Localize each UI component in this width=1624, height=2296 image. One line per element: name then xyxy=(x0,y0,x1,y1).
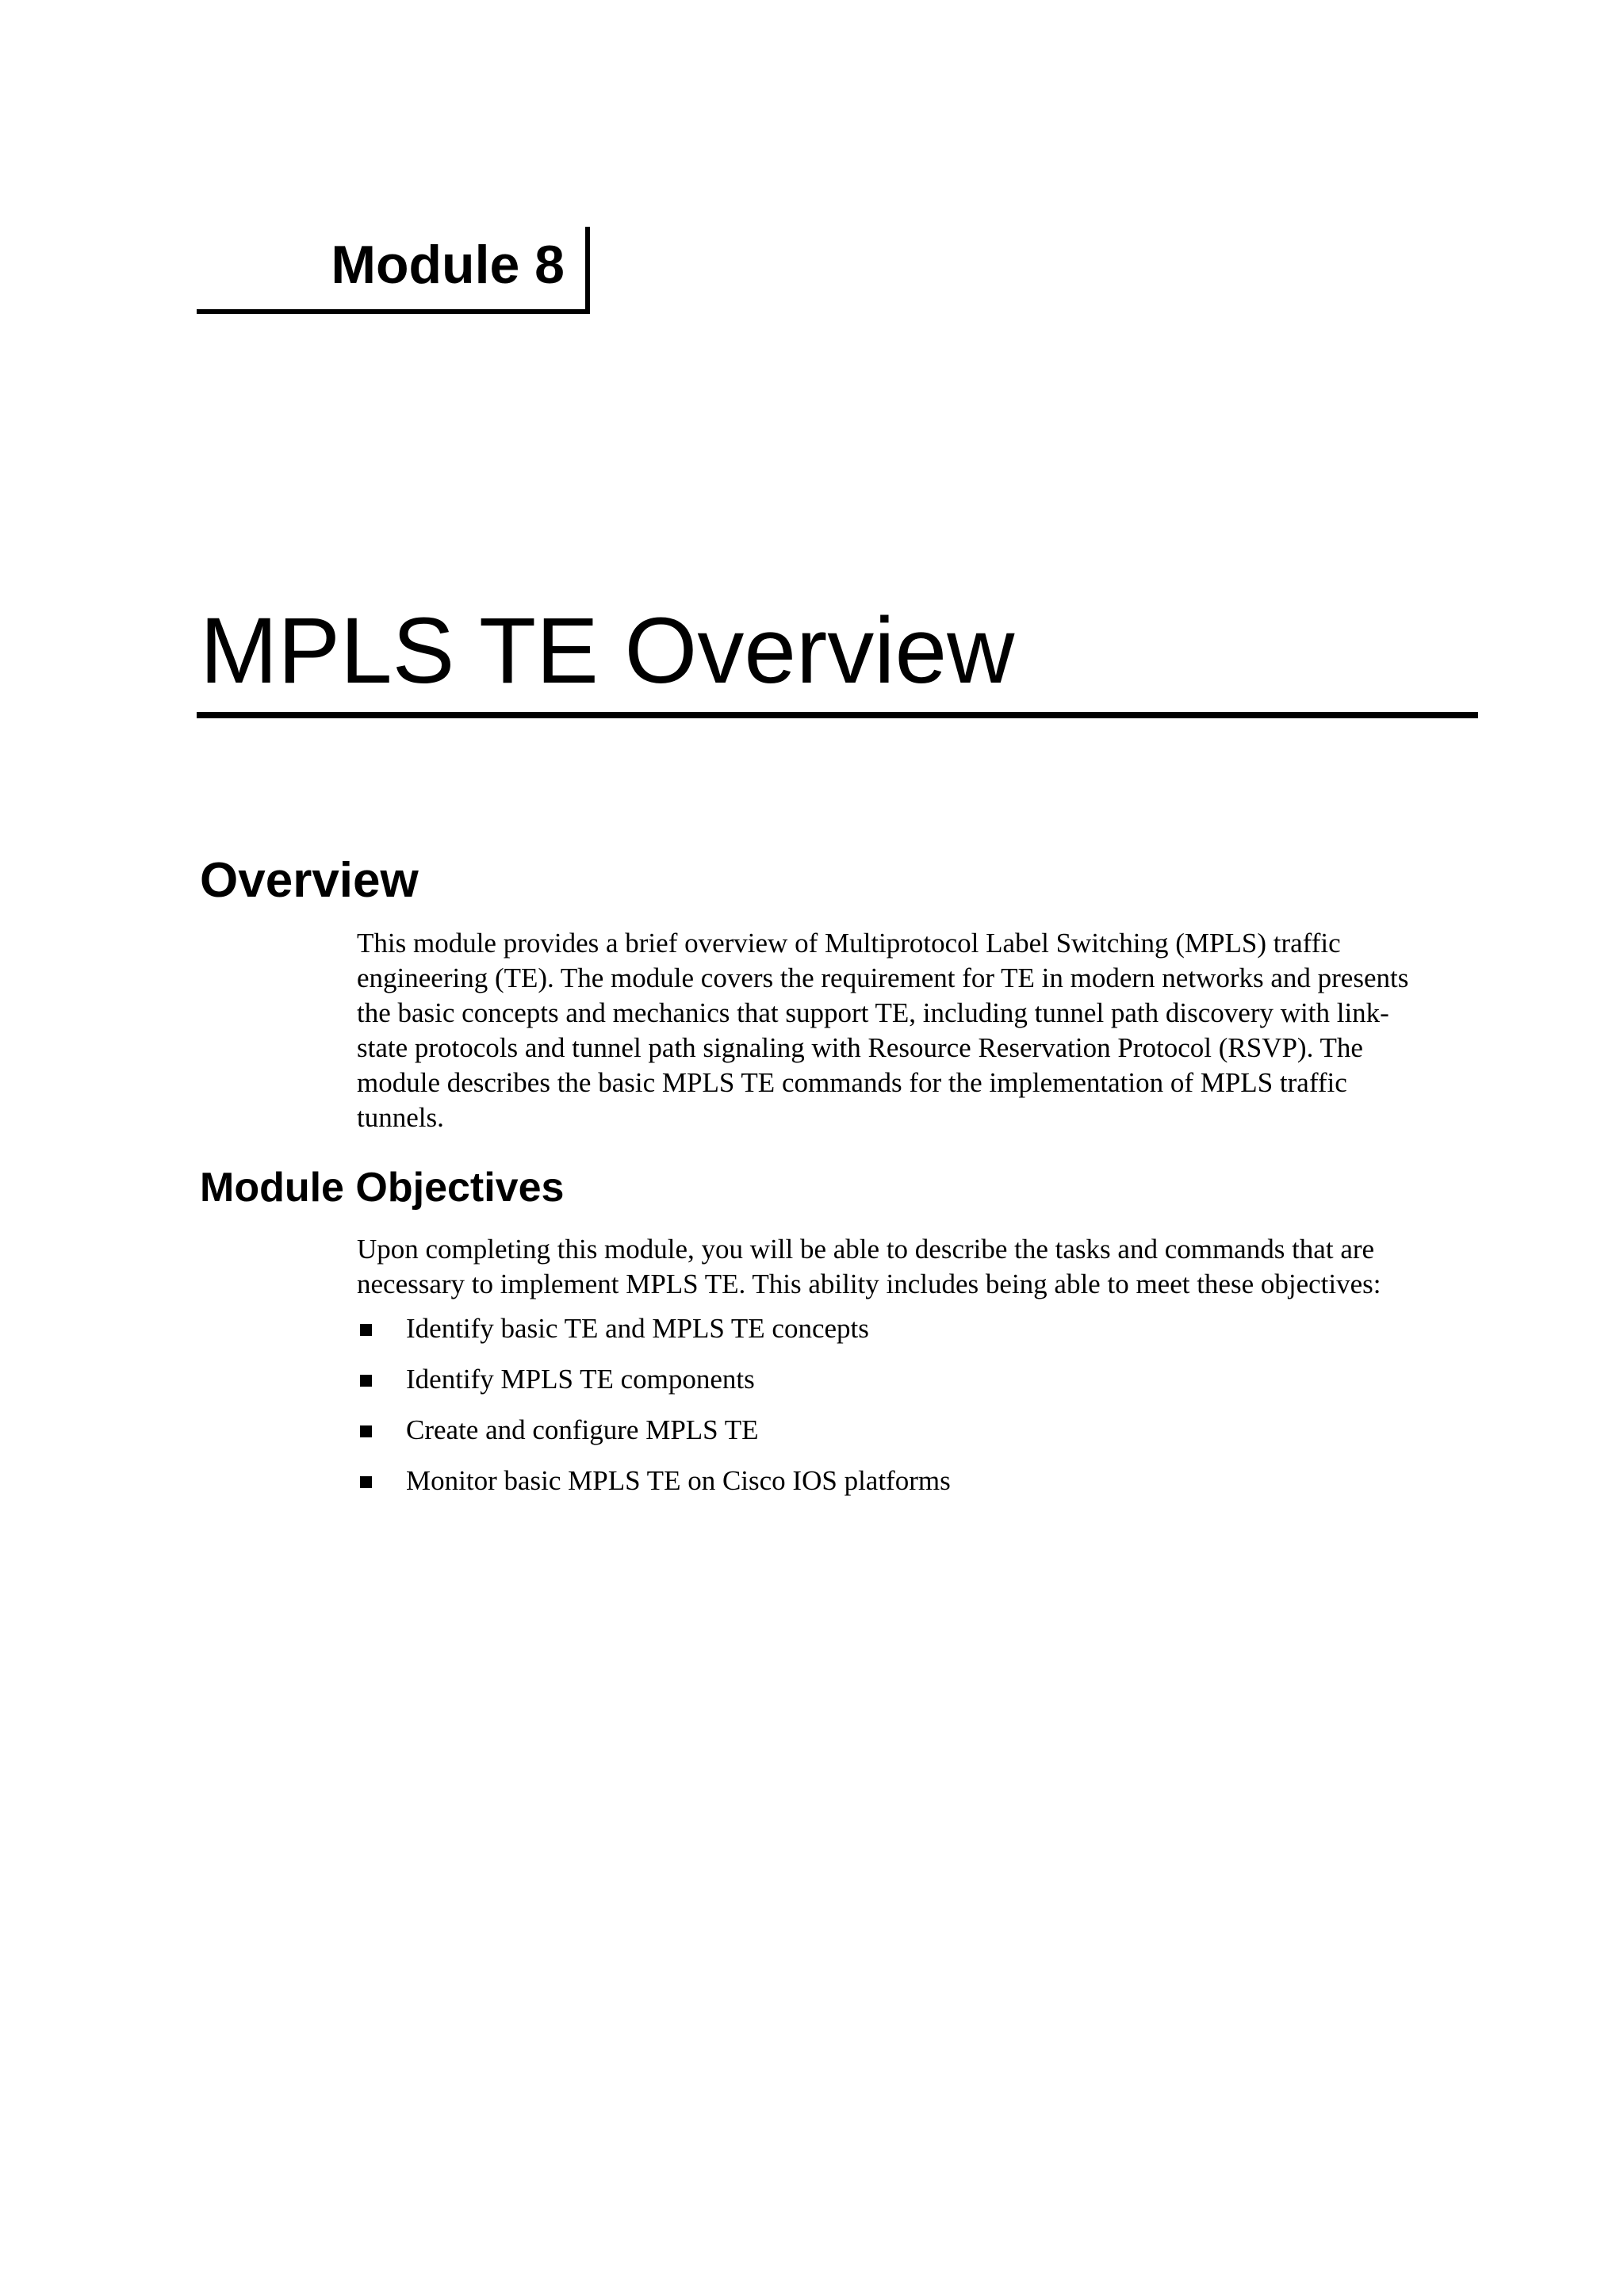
objectives-list xyxy=(357,1311,951,1514)
module-badge xyxy=(197,227,590,314)
overview-heading: Overview xyxy=(200,853,419,908)
overview-line: tunnels. xyxy=(357,1102,444,1133)
overview-paragraph xyxy=(357,926,1483,1135)
square-bullet-icon xyxy=(360,1375,372,1387)
objective-text: Identify basic TE and MPLS TE concepts xyxy=(406,1313,869,1344)
overview-line: state protocols and tunnel path signaling with Resource Reservation Protocol (RSVP). The xyxy=(357,1032,1363,1063)
objective-text: Monitor basic MPLS TE on Cisco IOS platforms xyxy=(406,1465,951,1496)
objective-text: Create and configure MPLS TE xyxy=(406,1414,759,1445)
objectives-paragraph xyxy=(357,1232,1483,1302)
objective-item xyxy=(357,1413,951,1448)
module-label: Module 8 xyxy=(331,235,565,295)
overview-line: the basic concepts and mechanics that support TE, including tunnel path discovery with link- xyxy=(357,997,1389,1028)
objective-text: Identify MPLS TE components xyxy=(406,1364,755,1395)
chapter-title-rule xyxy=(197,712,1478,718)
square-bullet-icon xyxy=(360,1476,372,1488)
square-bullet-icon xyxy=(360,1324,372,1336)
overview-line: module describes the basic MPLS TE commands for the implementation of MPLS traffic xyxy=(357,1067,1347,1098)
overview-line: This module provides a brief overview of Multiprotocol Label Switching (MPLS) traffic xyxy=(357,928,1341,959)
objective-item xyxy=(357,1311,951,1346)
objectives-line: necessary to implement MPLS TE. This ability includes being able to meet these objectives: xyxy=(357,1269,1381,1299)
module-objectives-heading: Module Objectives xyxy=(200,1165,565,1211)
overview-line: engineering (TE). The module covers the requirement for TE in modern networks and presents xyxy=(357,962,1409,993)
square-bullet-icon xyxy=(360,1425,372,1437)
objective-item xyxy=(357,1362,951,1397)
objectives-line: Upon completing this module, you will be able to describe the tasks and commands that are xyxy=(357,1234,1375,1265)
chapter-title: MPLS TE Overview xyxy=(200,599,1015,703)
objective-item xyxy=(357,1464,951,1498)
